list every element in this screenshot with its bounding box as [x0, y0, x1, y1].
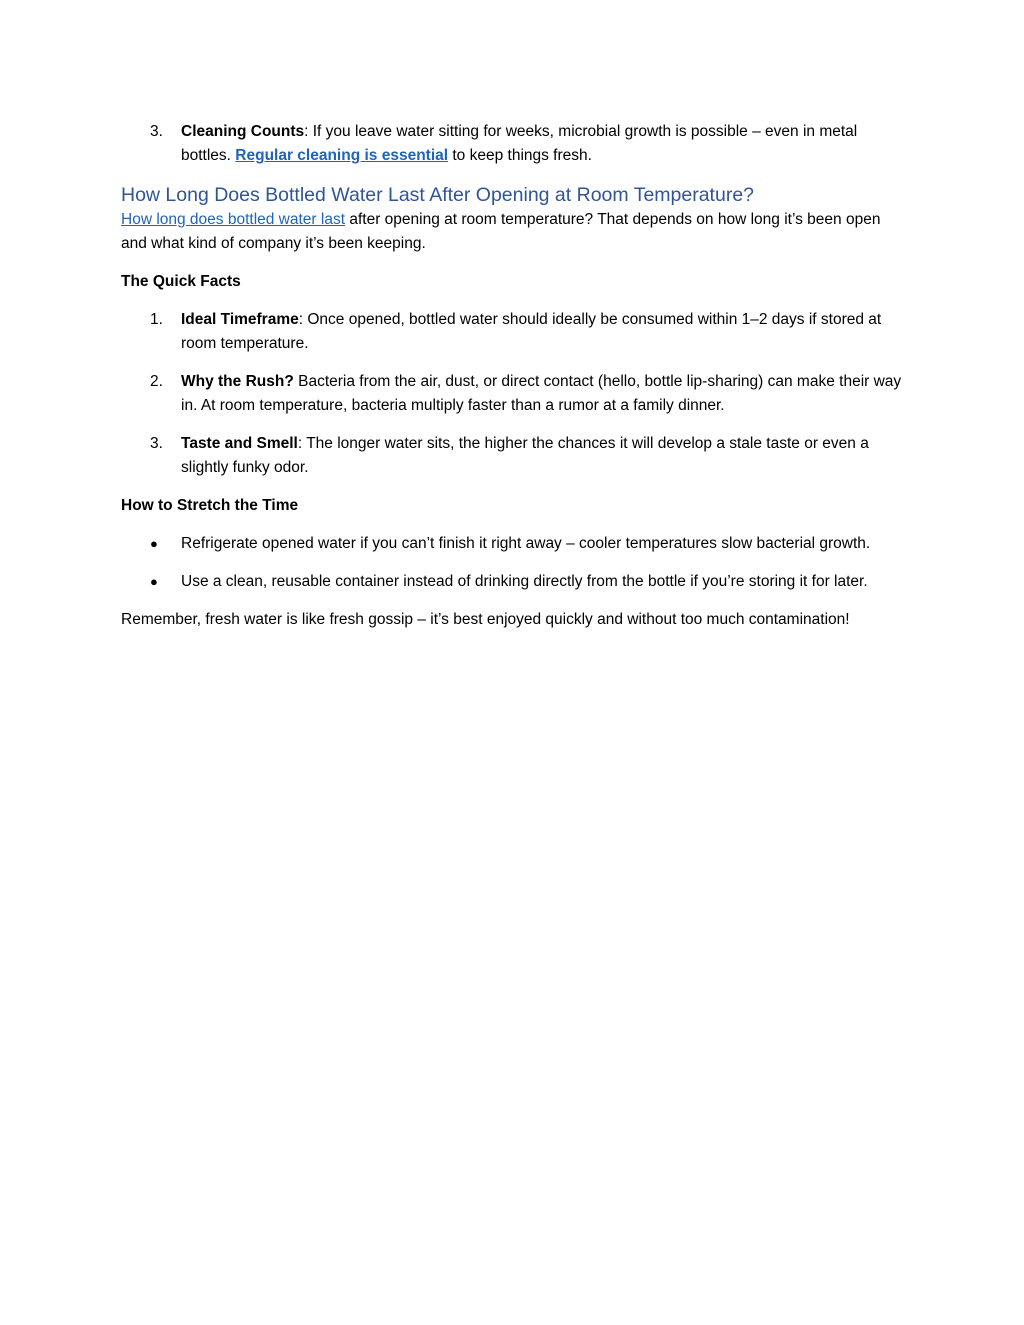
list-item-cleaning-counts	[121, 120, 906, 168]
list-item	[121, 370, 906, 418]
list-item-body: Bacteria from the air, dust, or direct contact (hello, bottle lip-sharing) can make their way in. At room temperature, bacteria multiply faster than a rumor at a family dinner.	[181, 373, 902, 414]
regular-cleaning-link[interactable]: Regular cleaning is essential	[235, 147, 449, 164]
list-number: 1.	[150, 311, 163, 328]
list-item-text	[181, 308, 906, 356]
list-item-text	[181, 370, 906, 418]
bottled-water-link[interactable]: How long does bottled water last	[121, 211, 346, 228]
list-item	[121, 432, 906, 480]
list-item-body: : Once opened, bottled water should ideally be consumed within 1–2 days if stored at room temperature.	[181, 311, 882, 352]
bullet-icon: ●	[150, 536, 158, 551]
stretch-heading: How to Stretch the Time	[121, 497, 299, 514]
bullet-icon: ●	[150, 574, 158, 589]
list-item-text	[181, 120, 906, 168]
closing-paragraph: Remember, fresh water is like fresh gossip – it’s best enjoyed quickly and without too much contamination!	[121, 611, 850, 628]
list-number: 3.	[150, 435, 163, 452]
list-item-body: : If you leave water sitting for weeks, microbial growth is possible – even in metal bottles.	[181, 123, 858, 164]
list-item-text	[181, 432, 906, 480]
list-item-term: Ideal Timeframe	[181, 311, 299, 328]
section-heading: How Long Does Bottled Water Last After Opening at Room Temperature?	[121, 184, 755, 206]
bullet-item	[121, 570, 906, 594]
list-item-term: Taste and Smell	[181, 435, 298, 452]
document-page	[121, 120, 906, 632]
list-number: 2.	[150, 373, 163, 390]
list-item-term: Why the Rush?	[181, 373, 294, 390]
list-item-body: : The longer water sits, the higher the chances it will develop a stale taste or even a slightly funky odor.	[181, 435, 869, 476]
quick-facts-heading: The Quick Facts	[121, 273, 241, 290]
list-item-body-end: to keep things fresh.	[448, 147, 592, 164]
list-item	[121, 308, 906, 356]
list-item-term: Cleaning Counts	[181, 123, 305, 140]
bullet-item-text: Use a clean, reusable container instead of drinking directly from the bottle if you’re storing it for later.	[181, 573, 868, 590]
bullet-item	[121, 532, 906, 556]
intro-paragraph	[121, 208, 906, 256]
bullet-item-text: Refrigerate opened water if you can’t finish it right away – cooler temperatures slow bacterial growth.	[181, 535, 871, 552]
list-number: 3.	[150, 123, 163, 140]
intro-text: after opening at room temperature? That depends on how long it’s been open and what kind of company it’s been keeping.	[121, 211, 881, 252]
